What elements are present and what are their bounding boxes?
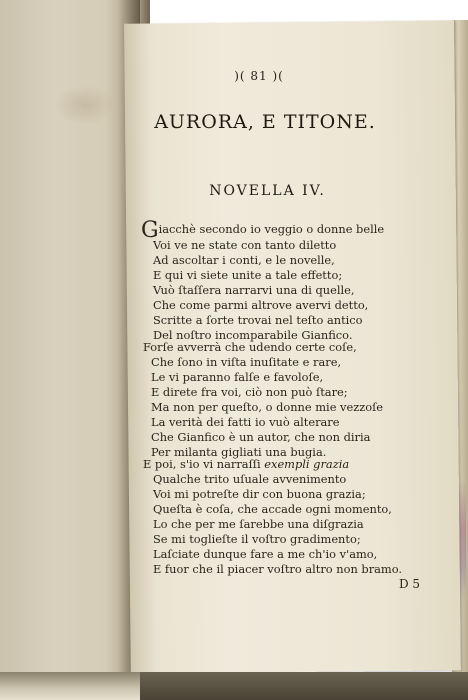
verse-line: La verità dei fatti io vuò alterare [151,415,340,429]
left-page-bottom [0,672,140,700]
paper-foxing [55,85,115,125]
section-subtitle: NOVELLA IV. [209,183,326,199]
verse-line: Che come parmi altrove avervi detto, [153,298,369,312]
page-title: AURORA, E TITONE. [154,111,376,133]
italic-phrase: exempli grazia [264,457,350,471]
verse-line: Che Gianfico è un autor, che non diria [151,430,371,444]
verse-line-text: iacchè secondo io veggio o donne belle [158,222,385,236]
verse-line: Laſciate dunque fare a me ch'io v'amo, [153,547,378,561]
verse-line: E qui vi siete unite a tale effetto; [153,268,343,282]
verse-line: Scritte a ſorte trovai nel teſto antico [153,313,363,327]
verse-line: Forſe avverrà che udendo certe coſe, [143,340,357,354]
verse-line: Voi ve ne state con tanto diletto [153,238,337,252]
verse-line: Qualche trito uſuale avvenimento [153,472,347,486]
verse-line: Le vi paranno falſe e favoloſe, [151,370,324,384]
table-surface [0,672,468,700]
page-number: )( 81 )( [234,69,284,83]
verse-line: E fuor che il piacer voſtro altro non bramo. [153,562,403,576]
verse-line: Che ſono in viſta inuſitate e rare, [151,355,342,369]
verse-line: Vuò ſtaſſera narrarvi una di quelle, [153,283,355,297]
catchword: D 5 [399,577,421,591]
verse-line: Ma non per queſto, o donne mie vezzoſe [151,400,384,414]
verse-line: Del noſtro incomparabile Gianfico. [153,328,353,342]
verse-line: E poi, s'io vi narraſſi exempli grazia [143,457,350,471]
verse-line: E direte fra voi, ciò non può ſtare; [151,385,348,399]
verse-line: Se mi toglieſte il voſtro gradimento; [153,532,361,546]
verse-line: Lo che per me ſarebbe una diſgrazia [153,517,364,531]
drop-cap: G [141,218,159,243]
verse-line: Ad ascoltar i conti, e le novelle, [153,253,335,267]
verse-line: Per milanta gigliati una bugia. [151,445,327,459]
verse-line: Voi mi potreſte dir con buona grazia; [153,487,366,501]
verse-line: Queſta è coſa, che accade ogni momento, [153,502,392,516]
